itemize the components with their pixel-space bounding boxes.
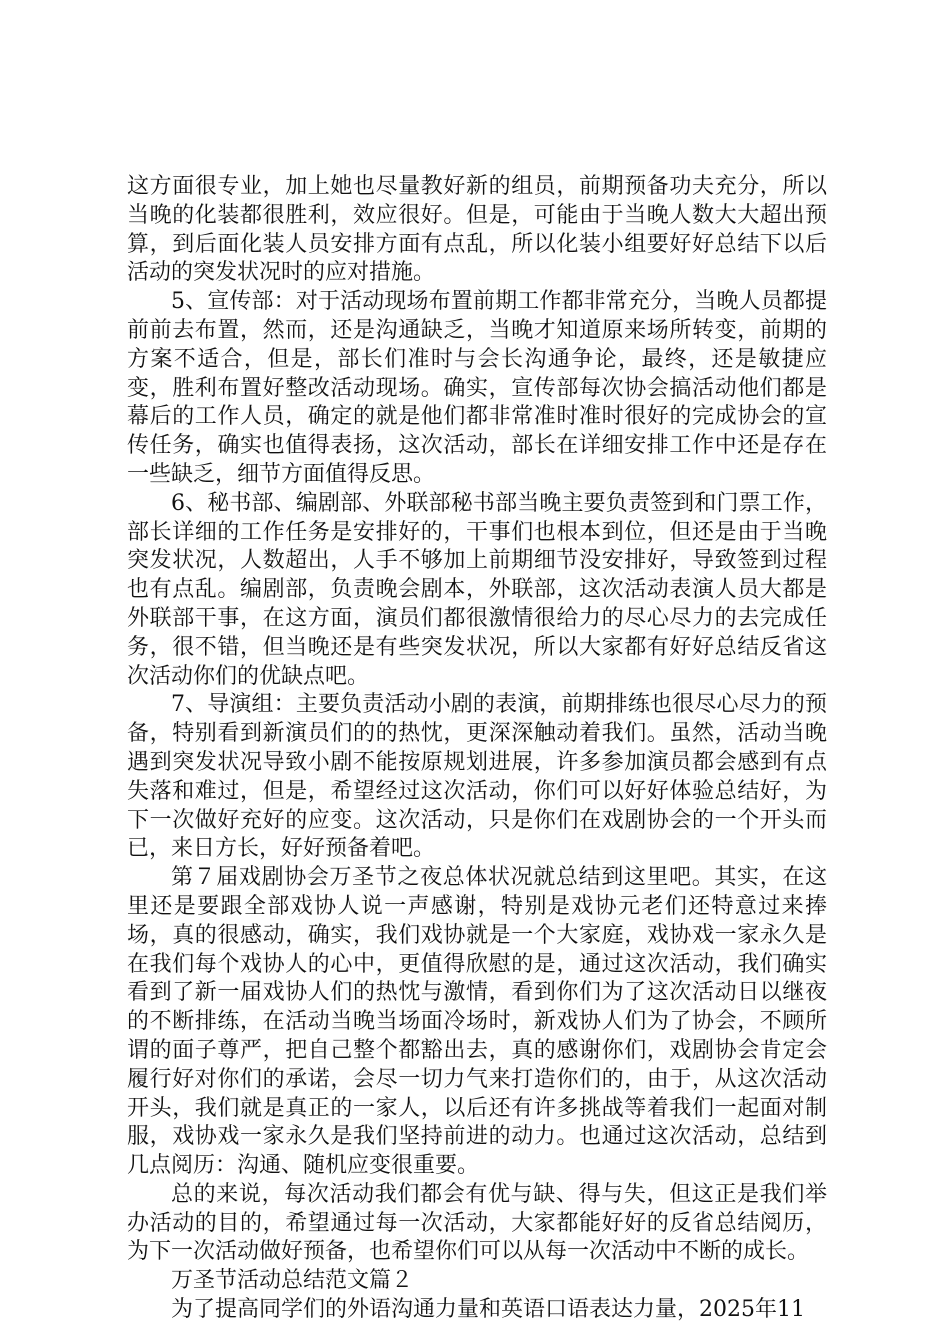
paragraph-makeup-continued: 这方面很专业，加上她也尽量教好新的组员，前期预备功夫充分，所以当晚的化装都很胜利，效应很好。但是，可能由于当晚人数大大超出预算，到后面化装人员安排方面有点乱，所以化装小组要好好总结下以后活动的突发状况时的应对措施。: [127, 174, 827, 286]
paragraph-publicity-dept: 5、宣传部：对于活动现场布置前期工作都非常充分，当晚人员都提前前去布置，然而，还是沟通缺乏，当晚才知道原来场所转变，前期的方案不适合，但是，部长们准时与会长沟通争论，最终，还是敏捷应变，胜利布置好整改活动现场。确实，宣传部每次协会搞活动他们都是幕后的工作人员，确定的就是他们都非常准时准时很好的完成协会的宣传任务，确实也值得表扬，这次活动，部长在详细安排工作中还是存在一些缺乏，细节方面值得反思。: [127, 289, 827, 487]
paragraph-conclusion: 总的来说，每次活动我们都会有优与缺、得与失，但这正是我们举办活动的目的，希望通过每一次活动，大家都能好好的反省总结阅历，为下一次活动做好预备，也希望你们可以从每一次活动中不断的成长。: [127, 1181, 827, 1265]
paragraph-next-article-start: 为了提高同学们的外语沟通力量和英语口语表达力量，2025年11: [171, 1297, 805, 1323]
paragraph-secretary-dept: 6、秘书部、编剧部、外联部秘书部当晚主要负责签到和门票工作，部长详细的工作任务是安排好的，干事们也根本到位，但还是由于当晚突发状况，人数超出，人手不够加上前期细节没安排好，导致签到过程也有点乱。编剧部，负责晚会剧本，外联部，这次活动表演人员大都是外联部干事，在这方面，演员们都很激情很给力的尽心尽力的去完成任务，很不错，但当晚还是有些突发状况，所以大家都有好好总结反省这次活动你们的优缺点吧。: [127, 490, 827, 689]
document-body: [127, 173, 827, 1325]
paragraph-director-group: 7、导演组：主要负责活动小剧的表演，前期排练也很尽心尽力的预备，特别看到新演员们的的热忱，更深深触动着我们。虽然，活动当晚遇到突发状况导致小剧不能按原规划进展，许多参加演员都会感到有点失落和难过，但是，希望经过这次活动，你们可以好好体验总结好，为下一次做好充好的应变。这次活动，只是你们在戏剧协会的一个开头而已，来日方长，好好预备着吧。: [127, 692, 827, 862]
paragraph-overall-summary: 第７届戏剧协会万圣节之夜总体状况就总结到这里吧。其实，在这里还是要跟全部戏协人说一声感谢，特别是戏协元老们还特意过来捧场，真的很感动，确实，我们戏协就是一个大家庭，戏协戏一家永久是在我们每个戏协人的心中，更值得欣慰的是，通过这次活动，我们确实看到了新一届戏协人们的热忱与激情，看到你们为了这次活动日以继夜的不断排练，在活动当晚当场面冷场时，新戏协人们为了协会，不顾所谓的面子尊严，把自己整个都豁出去，真的感谢你们，戏剧协会肯定会履行好对你们的承诺，会尽一切力气来打造你们的，由于，从这次活动开头，我们就是真正的一家人，以后还有许多挑战等着我们一起面对制服，戏协戏一家永久是我们坚持前进的动力。也通过这次活动，总结到几点阅历：沟通、随机应变很重要。: [127, 865, 827, 1179]
section-heading: 万圣节活动总结范文篇２: [171, 1268, 414, 1294]
